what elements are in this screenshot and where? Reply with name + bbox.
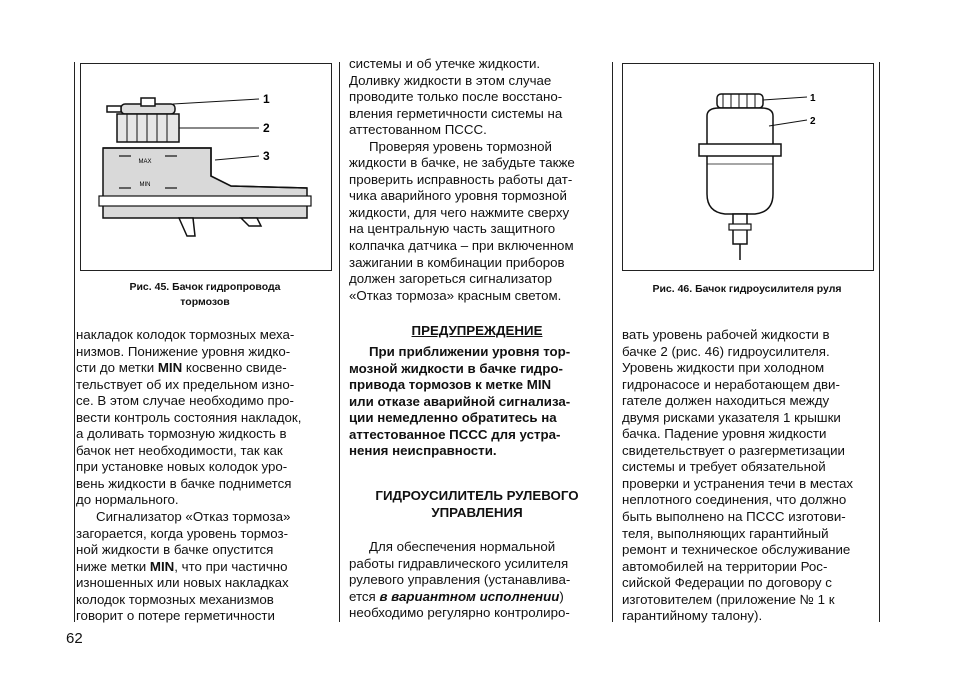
- column-rule-middle-right: [612, 62, 613, 622]
- warning-line: мозной жидкости в бачке гидро-: [349, 360, 563, 376]
- text-line: ремонт и техническое обслуживание: [622, 542, 851, 558]
- text-line: Для обеспечения нормальной: [369, 539, 556, 554]
- text-line: автомобилей на территории Рос-: [622, 558, 828, 574]
- text-line: жидкости, для чего нажмите сверху: [349, 204, 570, 220]
- text-line: «Отказ тормоза» красным светом.: [349, 287, 562, 303]
- page-number: 62: [66, 630, 83, 647]
- text-line: колпачка датчика – при включенном: [349, 238, 574, 254]
- text-line: говорит о потере герметичности: [76, 608, 275, 624]
- warning-text: [349, 344, 605, 460]
- text-line: Доливку жидкости в этом случае: [349, 72, 552, 88]
- text-line: быть выполнено на ПССС изготови-: [622, 509, 846, 525]
- emphasis: MIN: [157, 360, 183, 376]
- text-line: ной жидкости в бачке опустится: [76, 542, 274, 558]
- text-line: на центральную часть защитного: [349, 221, 556, 237]
- text-line: проверки и устранения течи в местах: [622, 475, 854, 491]
- text-line: необходимо регулярно контролиро-: [349, 605, 570, 621]
- text-line: тельствует об их предельном изно-: [76, 376, 295, 392]
- text-line: вления герметичности системы на: [349, 105, 563, 121]
- callout-2: 2: [810, 116, 816, 127]
- emphasis: в вариантном исполнении: [379, 588, 560, 604]
- section-title: [349, 488, 605, 521]
- text-line: Сигнализатор «Отказ тормоза»: [96, 509, 291, 525]
- text-line: а доливать тормозную жидкость в: [76, 426, 287, 442]
- warning-line: нения неисправности.: [349, 443, 497, 459]
- text-line: системы и требует обязательной: [622, 459, 826, 475]
- brake-reservoir-drawing: [81, 64, 331, 270]
- text-line: колодок тормозных механизмов: [76, 591, 274, 607]
- text-line: должен загореться сигнализатор: [349, 271, 553, 287]
- text-line: гателе должен находиться между: [622, 393, 830, 409]
- text-line: неплотного соединения, что должно: [622, 492, 847, 508]
- warning-title: ПРЕДУПРЕЖДЕНИЕ: [411, 323, 543, 338]
- column-2-text: [349, 56, 605, 304]
- text-line: зажигании в комбинации приборов: [349, 254, 565, 270]
- text-line: изготовителем (приложение № 1 к: [622, 591, 835, 607]
- text-line: работы гидравлического усилителя: [349, 555, 569, 571]
- text-line: Уровень жидкости при холодном: [622, 360, 825, 376]
- column-rule-middle-left: [339, 62, 340, 622]
- text-line: гарантийному талону).: [622, 608, 763, 624]
- text-line: рулевого управления (устанавлива-: [349, 572, 571, 588]
- text-line: ниже метки MIN, что при частично: [76, 558, 288, 574]
- text-line: бачке 2 (рис. 46) гидроусилителя.: [622, 343, 830, 359]
- text-line: накладок колодок тормозных меха-: [76, 327, 295, 342]
- text-line: бачок нет необходимости, так как: [76, 442, 283, 458]
- text-line: чика аварийного уровня тормозной: [349, 188, 567, 204]
- warning-line: или отказе аварийной сигнализа-: [349, 393, 571, 409]
- text-line: низмов. Понижение уровня жидко-: [76, 343, 291, 359]
- level-max-label: MAX: [138, 159, 152, 165]
- warning-line: привода тормозов к метке MIN: [349, 377, 552, 393]
- warning-line: ции немедленно обратитесь на: [349, 410, 557, 426]
- text-line: ется в вариантном исполнении): [349, 588, 564, 604]
- text-line: гидронасосе и неработающем дви-: [622, 376, 840, 392]
- text-line: системы и об утечке жидкости.: [349, 56, 541, 71]
- text-line: изношенных или новых накладках: [76, 575, 289, 591]
- text-line: теля, выполняющих гарантийный: [622, 525, 829, 541]
- text-line: загорается, когда уровень тормоз-: [76, 525, 289, 541]
- section-title-line: УПРАВЛЕНИЯ: [431, 504, 523, 520]
- text-line: жидкости в бачке, не забудьте также: [349, 155, 575, 171]
- callout-2: 2: [263, 121, 270, 135]
- steering-reservoir-drawing: [623, 64, 873, 270]
- text-line: вать уровень рабочей жидкости в: [622, 327, 830, 342]
- figure-46-caption: Рис. 46. Бачок гидроусилителя руля: [652, 283, 842, 295]
- column-rule-right: [879, 62, 880, 622]
- figure-45-brake-reservoir: [80, 63, 332, 271]
- section-title-line: ГИДРОУСИЛИТЕЛЬ РУЛЕВОГО: [375, 488, 579, 503]
- text-line: свидетельствует о разгерметизации: [622, 442, 845, 458]
- column-rule-left: [74, 62, 75, 622]
- text-line: двумя рисками указателя 1 крышки: [622, 409, 841, 425]
- column-3-text: [622, 327, 878, 625]
- emphasis: MIN: [149, 558, 175, 574]
- figure-46-steering-reservoir: [622, 63, 874, 271]
- callout-1: 1: [263, 92, 270, 106]
- text-line: се. В этом случае необходимо про-: [76, 393, 294, 409]
- figure-45-caption-line: Рис. 45. Бачок гидропровода: [129, 281, 281, 293]
- text-line: бачка. Падение уровня жидкости: [622, 426, 827, 442]
- column-1-text: [76, 327, 332, 625]
- text-line: до нормального.: [76, 492, 179, 508]
- callout-3: 3: [263, 149, 270, 163]
- text-line: Проверяя уровень тормозной: [369, 138, 552, 154]
- text-line: сийской Федерации по договору с: [622, 575, 832, 591]
- warning-line: аттестованное ПССС для устра-: [349, 426, 561, 442]
- text-line: при установке новых колодок уро-: [76, 459, 288, 475]
- text-line: проводите только после восстано-: [349, 89, 563, 105]
- section-text: [349, 539, 605, 622]
- figure-45-caption: [80, 280, 330, 310]
- level-min-label: MIN: [139, 182, 151, 188]
- text-line: вести контроль состояния накладок,: [76, 409, 302, 425]
- warning-line: При приближении уровня тор-: [369, 344, 571, 359]
- figure-45-caption-line: тормозов: [180, 296, 230, 308]
- text-line: вень жидкости в бачке поднимется: [76, 475, 292, 491]
- text-line: аттестованном ПССС.: [349, 122, 487, 138]
- callout-1: 1: [810, 93, 816, 104]
- text-line: проверить исправность работы дат-: [349, 171, 573, 187]
- text-line: сти до метки MIN косвенно свиде-: [76, 360, 287, 376]
